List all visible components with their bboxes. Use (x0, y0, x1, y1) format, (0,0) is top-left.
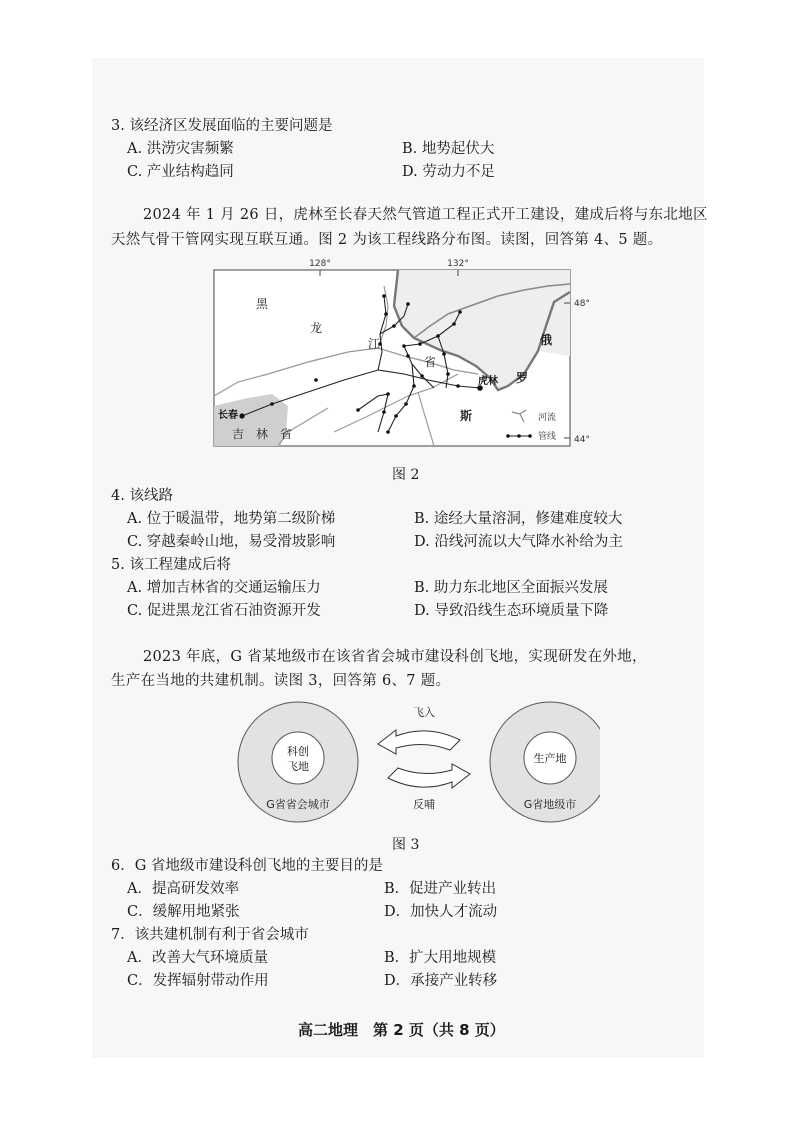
fly-in-arrow (378, 730, 460, 754)
provincial-capital-label: G省省会城市 (266, 798, 330, 811)
q4-option-b: B. 途经大量溶洞，修建难度较大 (414, 511, 623, 527)
q6-option-b: B．促进产业转出 (384, 881, 497, 897)
lat-label-44: 44° (574, 435, 590, 445)
lon-label-132: 132° (447, 259, 469, 269)
q5-option-a: A. 增加吉林省的交通运输压力 (127, 580, 321, 596)
passage2-line1: 2023 年底，G 省某地级市在该省省会城市建设科创飞地，实现研发在外地， (143, 649, 647, 665)
label-long: 龙 (310, 321, 323, 335)
production-site-label: 生产地 (533, 752, 567, 765)
q3-option-b: B. 地势起伏大 (402, 141, 495, 157)
q3-option-c: C. 产业结构趋同 (127, 164, 234, 180)
label-hulin: 虎林 (478, 376, 498, 387)
q3-option-d: D. 劳动力不足 (402, 164, 495, 180)
q4-option-a: A. 位于暖温带，地势第二级阶梯 (127, 511, 336, 527)
passage2-line2: 生产在当地的共建机制。读图 3，回答第 6、7 题。 (111, 673, 451, 689)
label-jiang: 江 (368, 337, 381, 351)
lon-label-128: 128° (309, 259, 331, 269)
q5-option-d: D. 导致沿线生态环境质量下降 (414, 603, 609, 619)
fly-in-label: 飞入 (413, 706, 435, 719)
feedback-arrow (388, 764, 470, 788)
q5-stem: 5. 该工程建成后将 (111, 557, 231, 573)
prefecture-city-label: G省地级市 (523, 798, 577, 811)
q7-stem: 7．该共建机制有利于省会城市 (111, 927, 309, 943)
label-si: 斯 (460, 409, 473, 423)
enclave-label-2: 飞地 (287, 760, 309, 773)
q6-option-d: D．加快人才流动 (384, 904, 498, 920)
q7-option-d: D．承接产业转移 (384, 973, 498, 989)
page-footer: 高二地理 第 2 页（共 8 页） (298, 1021, 505, 1039)
label-changchun: 长春 (218, 410, 238, 421)
figure3-caption: 图 3 (392, 837, 420, 853)
legend-river-label: 河流 (538, 413, 557, 423)
flying-enclave-diagram (228, 700, 600, 826)
q5-option-c: C. 促进黑龙江省石油资源开发 (127, 603, 321, 619)
legend-pipe-label: 管线 (538, 432, 557, 442)
q4-stem: 4. 该线路 (111, 488, 173, 504)
q3-option-a: A. 洪涝灾害频繁 (127, 141, 234, 157)
q7-option-a: A．改善大气环境质量 (127, 950, 268, 966)
label-sheng: 省 (424, 355, 437, 369)
label-jilin: 吉 林 省 (232, 427, 293, 441)
q3-stem: 3. 该经济区发展面临的主要问题是 (111, 118, 333, 134)
enclave-label-1: 科创 (287, 745, 309, 758)
q6-stem: 6．G 省地级市建设科创飞地的主要目的是 (111, 858, 383, 874)
passage1-line1: 2024 年 1 月 26 日，虎林至长春天然气管道工程正式开工建设，建成后将与东北地区 (143, 207, 708, 223)
q6-option-c: C．缓解用地紧张 (127, 904, 240, 920)
feedback-label: 反哺 (413, 798, 435, 811)
passage1-line2: 天然气骨干管网实现互联互通。图 2 为该工程线路分布图。读图，回答第 4、5 题。 (111, 232, 663, 248)
q5-option-b: B. 助力东北地区全面振兴发展 (414, 580, 608, 596)
q7-option-b: B．扩大用地规模 (384, 950, 497, 966)
pipeline-route-map (208, 256, 594, 452)
q7-option-c: C．发挥辐射带动作用 (127, 973, 269, 989)
label-hei: 黑 (256, 297, 269, 311)
q6-option-a: A．提高研发效率 (127, 881, 239, 897)
figure2-caption: 图 2 (392, 467, 420, 483)
lat-label-48: 48° (574, 299, 590, 309)
q4-option-c: C. 穿越秦岭山地，易受滑坡影响 (127, 534, 336, 550)
q4-option-d: D. 沿线河流以大气降水补给为主 (414, 534, 623, 550)
label-luo: 罗 (516, 371, 529, 385)
innovation-enclave-circle (272, 732, 324, 784)
label-e: 俄 (540, 333, 553, 347)
